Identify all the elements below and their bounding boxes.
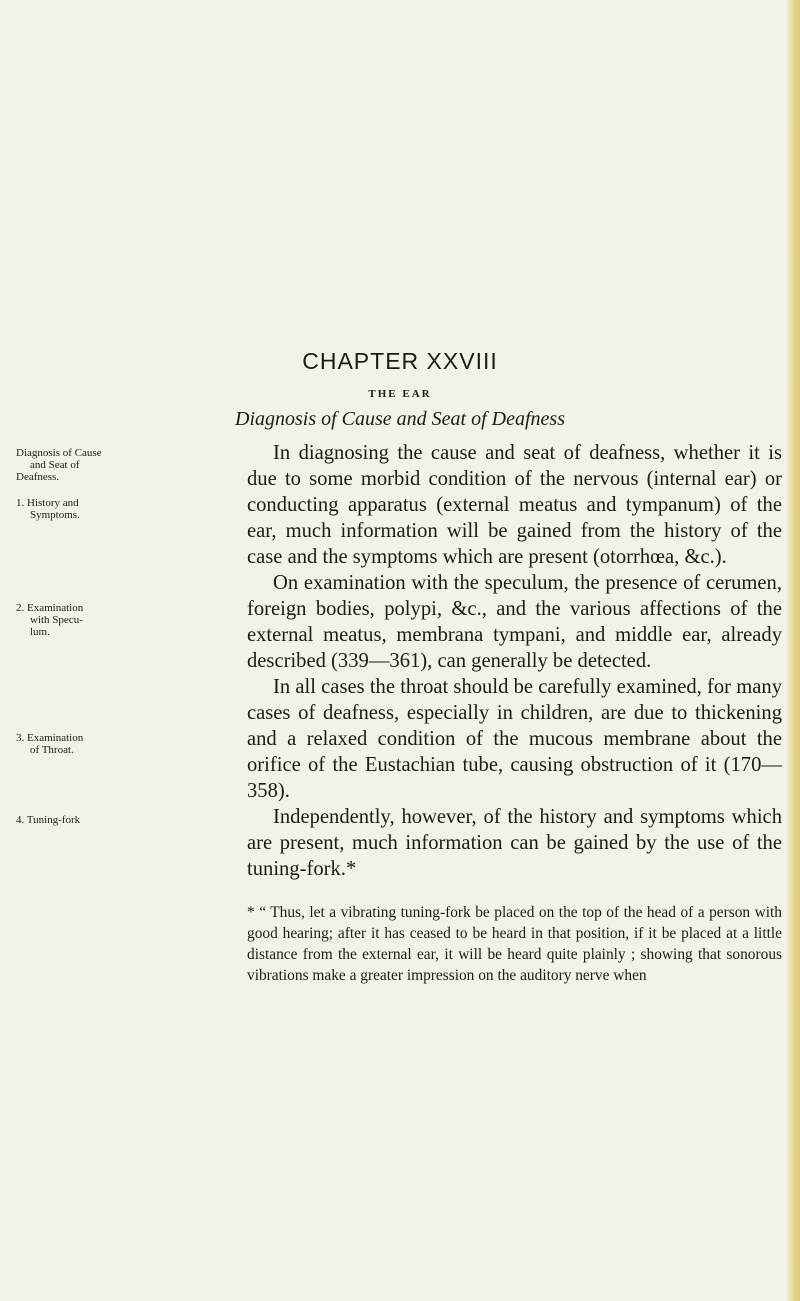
- side-notes: [0, 0, 240, 900]
- side-note-line: of Throat.: [30, 744, 74, 756]
- side-note-line: 1. History and: [16, 497, 79, 509]
- page-edge: [786, 0, 800, 1301]
- side-note-diagnosis: [16, 447, 246, 483]
- side-note-line: Symptoms.: [30, 509, 80, 521]
- paragraph-history: In diagnosing the cause and seat of deafness, whether it is due to some morbid condition of the nervous (internal ear) or conducting apparatus (external meatus and tympanum) of the ear, much information will be gained from the history of the case and the symptoms which are present (otorrhœa, &c.).: [247, 442, 782, 568]
- side-note-tuning-fork: [16, 814, 246, 826]
- footnote: * “ Thus, let a vibrating tuning-fork be placed on the top of the head of a person with good hearing; after it has ceased to be heard in that position, if it be placed at a little distance from the external ear, it will be heard quite plainly ; showing that sonorous vibrations make a greater impression on the auditory nerve when: [247, 904, 782, 984]
- subject-heading: THE EAR: [368, 388, 432, 400]
- paragraph-speculum: On examination with the speculum, the presence of cerumen, foreign bodies, polypi, &c., and the various affections of the external meatus, membrana tympani, and middle ear, already described (339—361), can generally be detected.: [247, 572, 782, 672]
- chapter-heading: CHAPTER XXVIII: [302, 348, 498, 374]
- side-note-line: lum.: [30, 626, 50, 638]
- paragraph-throat: In all cases the throat should be carefully examined, for many cases of deafness, especially in children, are due to thickening and a relaxed condition of the mucous membrane about the orifice of the Eustachian tube, causing obstruction of it (170—358).: [247, 676, 782, 802]
- side-note-line: Diagnosis of Cause: [16, 447, 102, 459]
- side-note-line: 4. Tuning-fork: [16, 814, 81, 826]
- side-note-throat: [16, 732, 246, 756]
- side-note-history: [16, 497, 246, 521]
- side-note-line: 2. Examination: [16, 602, 84, 614]
- side-note-line: 3. Examination: [16, 732, 84, 744]
- body-text: [247, 440, 782, 882]
- section-title: Diagnosis of Cause and Seat of Deafness: [235, 408, 565, 430]
- side-note-speculum: [16, 602, 246, 638]
- side-note-line: and Seat of: [30, 459, 80, 471]
- paragraph-tuning-fork: Independently, however, of the history and symptoms which are present, much information can be gained by the use of the tuning-fork.*: [247, 806, 782, 880]
- side-note-line: with Specu-: [30, 614, 83, 626]
- side-note-line: Deafness.: [16, 471, 60, 483]
